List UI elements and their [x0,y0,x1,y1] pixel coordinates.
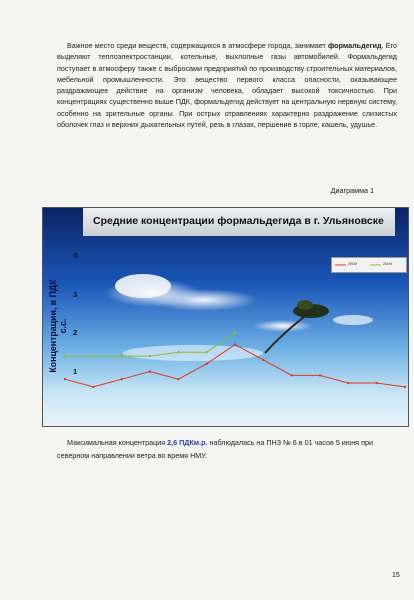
chart-frame [42,207,409,427]
data-point [205,351,207,353]
data-point [234,343,236,345]
note-highlight-value: 2,6 ПДКм.р. [167,438,208,447]
data-point [92,386,94,388]
y-tick-label: 4 [73,251,78,260]
diagram-caption: Диаграмма 1 [330,186,374,195]
legend-label-2019: 2019г [383,262,393,266]
data-point [404,386,406,388]
y-axis-label: Концентрации, в ПДК с.с. [48,279,68,373]
data-point [120,355,122,357]
data-point [290,374,292,376]
chart-title: Средние концентрации формальдегида в г. Ульяновске [93,215,384,227]
y-tick-label: 2 [73,328,78,337]
data-point [319,374,321,376]
chart-svg [43,208,408,426]
y-tick-label: 1 [73,366,78,376]
y-tick-label: 3 [73,289,78,299]
max-concentration-note [57,437,397,462]
legend-label-2018: 2018г [348,262,358,266]
data-point [149,370,151,372]
data-point [177,351,179,353]
note-text-1: Максимальная концентрация [67,438,168,447]
data-point [177,378,179,380]
page-number: 15 [392,572,400,579]
data-point [120,378,122,380]
data-point [375,382,377,384]
data-point [149,355,151,357]
data-point [347,382,349,384]
intro-paragraph [57,40,397,130]
data-point [92,355,94,357]
note-text-2: наблюдалась на ПНЗ № 6 в 01 часов 5 июня при северном направлении ветра во время НМУ. [57,438,373,460]
data-point [205,363,207,365]
chart-legend [331,257,407,273]
para-text-1: Важное место среди веществ, содержащихся в атмосфере города, занимает [67,41,328,50]
para-text-2: . Его выделяют теплоэлектростанции, котельные, выхлопные газы автомобилей. Формальдегид поступает в атмосферу также с выбросами предприятий по производству строительных материалов, мебельной промышленности. Это вещество первого класса опасности, оказывающее раздражающее действие на организм человека, обладает высокой токсичностью. При концентрациях существенно выше ПДК, формальдегид действует на центральную нервную систему, особенно на зрительные органы. При острых отравлениях характерно раздражение слизистых оболочек глаз и верхних дыхательных путей, резь в глазах, першение в горле, кашель, удушье. [57,41,397,130]
data-point [234,332,236,334]
data-point [262,359,264,361]
para-bold-term: формальдегид [327,41,382,50]
